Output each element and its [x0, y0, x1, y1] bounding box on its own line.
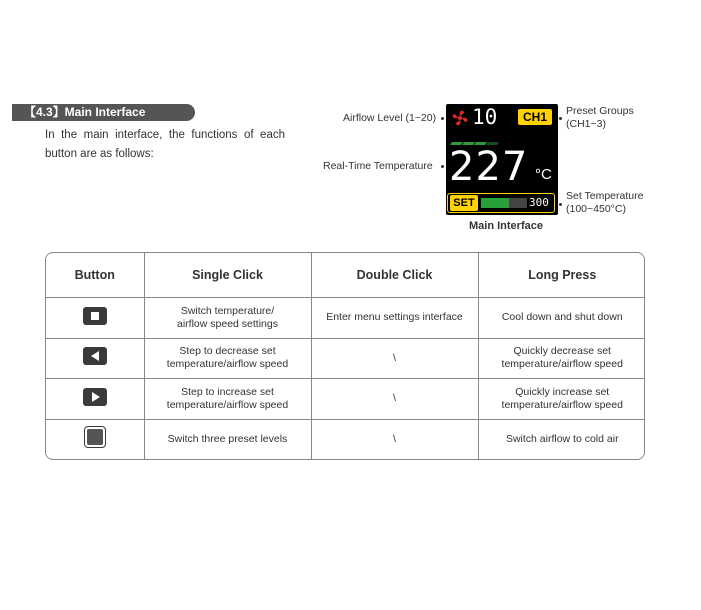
callout-set-temperature-1: Set Temperature [566, 190, 644, 202]
long-press-cell: Quickly decrease set temperature/airflow speed [478, 338, 645, 379]
temperature-unit: °C [535, 166, 552, 183]
button-cell [46, 379, 144, 420]
double-click-cell: Enter menu settings interface [311, 298, 478, 339]
button-cell [46, 338, 144, 379]
right-arrow-button-icon [83, 388, 107, 406]
left-arrow-button-icon [83, 347, 107, 365]
button-cell [46, 419, 144, 459]
long-press-cell: Quickly increase set temperature/airflow speed [478, 379, 645, 420]
header-button: Button [46, 253, 144, 298]
airflow-level-bars [451, 132, 501, 136]
set-temp-bar [481, 198, 527, 208]
set-label: SET [450, 195, 478, 211]
main-interface-screen [446, 104, 558, 215]
set-temperature-value: 300 [529, 196, 549, 209]
callout-dot [559, 203, 562, 206]
callout-dot [559, 117, 562, 120]
long-press-cell: Cool down and shut down [478, 298, 645, 339]
intro-text: In the main interface, the functions of each button are as follows: [45, 129, 285, 160]
button-cell [46, 298, 144, 339]
double-click-cell: \ [311, 419, 478, 459]
table-row [46, 419, 645, 459]
single-click-cell: Step to increase set temperature/airflow speed [144, 379, 311, 420]
single-click-cell: Switch temperature/ airflow speed settings [144, 298, 311, 339]
header-long-press: Long Press [478, 253, 645, 298]
callout-preset-groups-2: (CH1~3) [566, 118, 606, 130]
callout-airflow-level: Airflow Level (1~20) [343, 112, 437, 124]
preset-group-badge: CH1 [518, 109, 552, 125]
callout-dot [441, 117, 444, 120]
screen-caption: Main Interface [469, 220, 543, 232]
callout-set-temperature-2: (100~450°C) [566, 203, 626, 215]
button-function-table [45, 252, 645, 460]
header-single-click: Single Click [144, 253, 311, 298]
double-click-cell: \ [311, 379, 478, 420]
fan-icon [450, 108, 470, 128]
set-temp-bar-fill [481, 198, 509, 208]
single-click-cell: Switch three preset levels [144, 419, 311, 459]
table-row [46, 338, 645, 379]
realtime-temperature-value: 227 [449, 144, 529, 190]
callout-preset-groups-1: Preset Groups [566, 105, 634, 117]
table-header-row [46, 253, 645, 298]
header-double-click: Double Click [311, 253, 478, 298]
single-click-cell: Step to decrease set temperature/airflow speed [144, 338, 311, 379]
airflow-level-value: 10 [472, 105, 498, 129]
callout-dot [441, 165, 444, 168]
double-click-cell: \ [311, 338, 478, 379]
square-button-icon [83, 307, 107, 325]
section-title: 【4.3】Main Interface [12, 104, 195, 121]
table-row [46, 379, 645, 420]
large-square-button-icon [84, 426, 106, 448]
long-press-cell: Switch airflow to cold air [478, 419, 645, 459]
callout-realtime-temperature: Real-Time Temperature [323, 160, 433, 172]
table-row [46, 298, 645, 339]
